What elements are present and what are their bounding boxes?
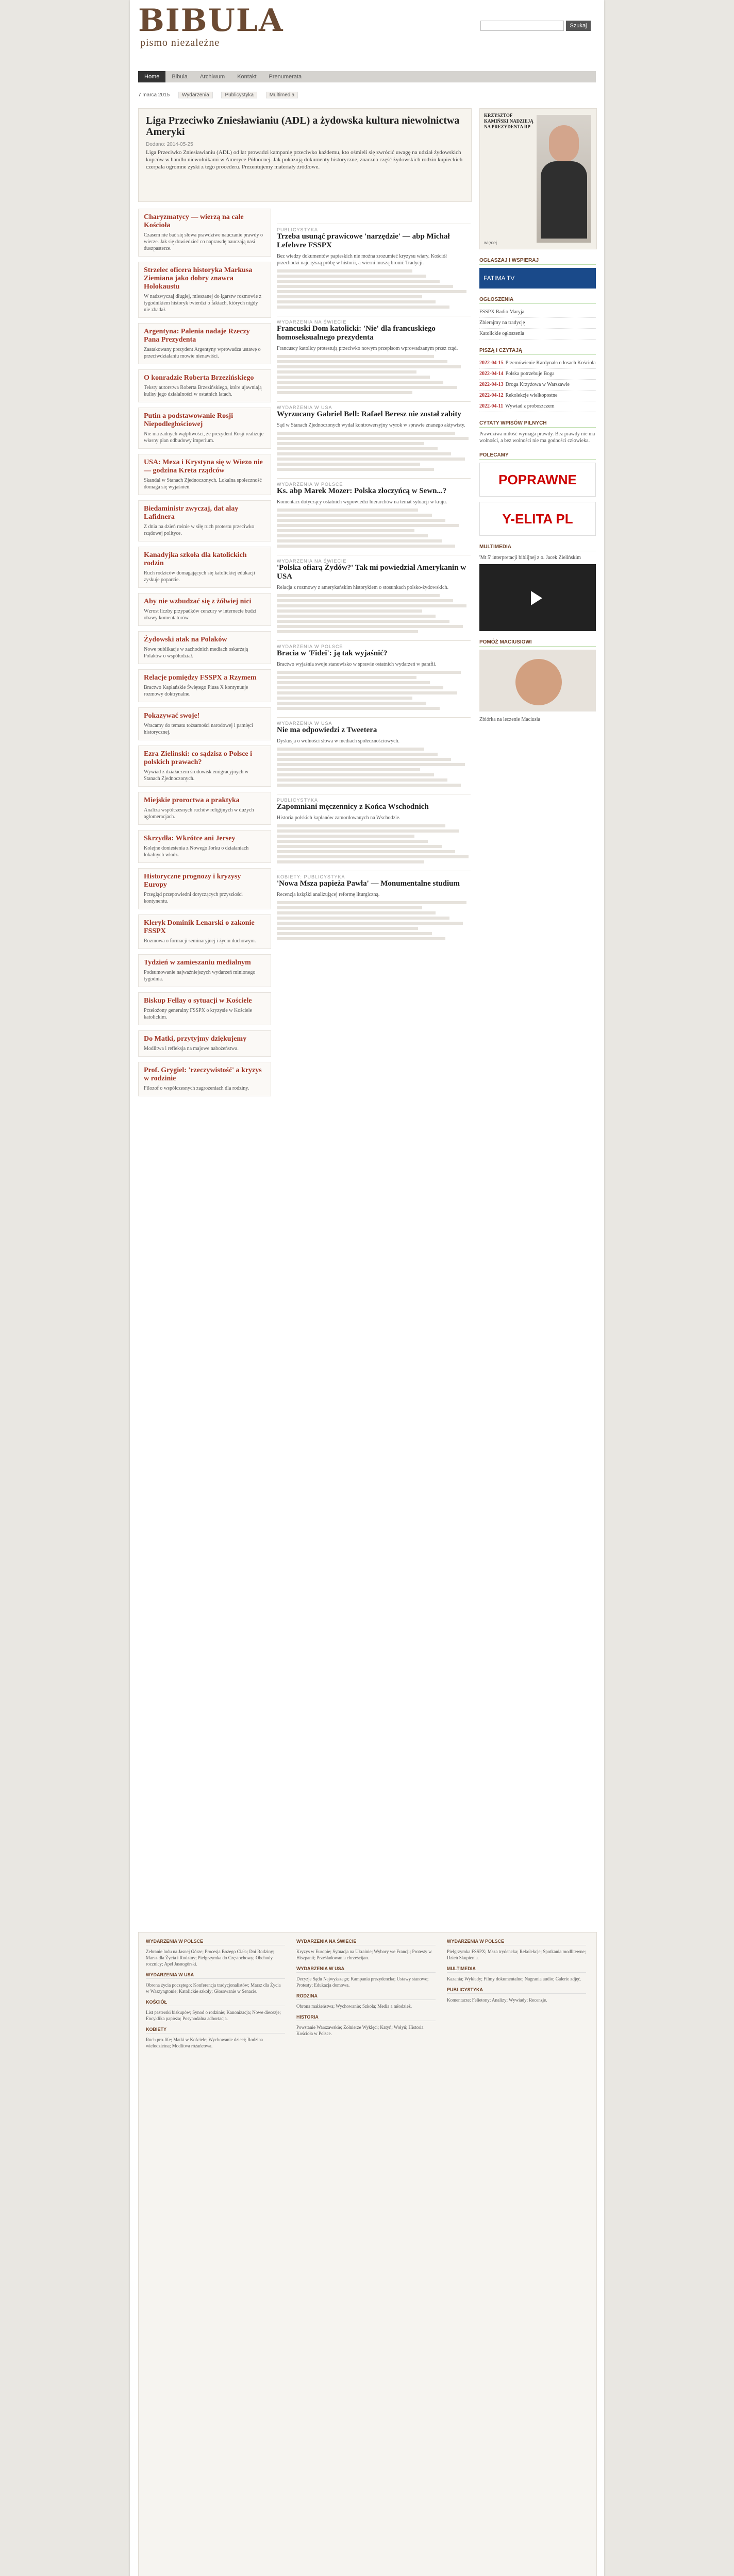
footer-heading[interactable]: WYDARZENIA W USA (146, 1972, 285, 1979)
article-excerpt: Skandal w Stanach Zjednoczonych. Lokalna społeczność domaga się wyjaśnień. (144, 478, 262, 490)
text-line (277, 275, 426, 278)
article-card (138, 1030, 271, 1057)
mid-article (277, 224, 471, 309)
footer-links[interactable]: Kazania; Wykłady; Filmy dokumentalne; Nagrania audio; Galerie zdjęć. (447, 1976, 581, 1981)
article-excerpt: Recenzja książki analizującej reformę liturgiczną. (277, 892, 380, 897)
footer-links[interactable]: Zebranie ludu na Jasnej Górze; Procesja Bożego Ciała; Dni Rodziny; Marsz dla Życia i Rodziny; Pielgrzymka do Częstochowy; Obchody rocznicy; Apel Jasnogórski. (146, 1949, 275, 1967)
article-title[interactable]: USA: Mexa i Krystyna się w Wiezo nie — godzina Kreta rządców (144, 459, 263, 474)
footer-links[interactable]: Pielgrzymka FSSPX; Msza trydencka; Rekolekcje; Spotkania modlitewne; Dzień Skupienia. (447, 1949, 586, 1960)
banner-yelita[interactable]: Y-ELITA PL (479, 502, 596, 536)
featured-meta: Dodano: 2014-05-25 (146, 142, 193, 147)
article-card (138, 500, 271, 541)
recent-title[interactable]: Rekolekcje wielkopostne (505, 393, 558, 398)
footer-links[interactable]: Komentarze; Felietony; Analizy; Wywiady; Recenzje. (447, 1997, 547, 2003)
article-category[interactable]: WYDARZENIA W POLSCE (277, 640, 471, 649)
article-title[interactable]: Relacje pomiędzy FSSPX a Rzymem (144, 674, 257, 682)
text-line (277, 463, 420, 466)
text-line (277, 391, 412, 394)
play-icon[interactable] (531, 591, 542, 605)
article-excerpt: Nie ma żadnych wątpliwości, że prezydent Rosji realizuje własny plan odbudowy imperium. (144, 431, 264, 444)
article-card (138, 1062, 271, 1096)
widget-help (479, 639, 596, 722)
recent-title[interactable]: Wywiad z proboszczem (505, 403, 555, 409)
article-excerpt: Komentarz dotyczący ostatnich wypowiedzi hierarchów na temat sytuacji w kraju. (277, 499, 447, 505)
text-line (277, 625, 463, 628)
article-card (138, 992, 271, 1025)
text-line (277, 917, 449, 920)
widget-title: MULTIMEDIA (479, 544, 596, 551)
article-excerpt: Historia polskich kapłanów zamordowanych na Wschodzie. (277, 815, 401, 821)
article-excerpt: Wracamy do tematu tożsamości narodowej i pamięci historycznej. (144, 723, 253, 735)
recent-item[interactable] (479, 358, 596, 369)
article-excerpt: Z dnia na dzień rośnie w siłę ruch protestu przeciwko rządowej polityce. (144, 524, 255, 536)
text-line (277, 824, 445, 827)
text-line (277, 534, 428, 537)
main-nav (138, 71, 596, 82)
text-line (277, 437, 469, 440)
text-line (277, 748, 424, 751)
article-excerpt: Bez wiedzy dokumentów papieskich nie można zrozumieć kryzysu wiary. Kościół przechodzi najcięższą próbę w historii, a wierni muszą bronić Tradycji. (277, 253, 447, 266)
article-excerpt: Analiza współczesnych ruchów religijnych w dużych aglomeracjach. (144, 807, 254, 820)
article-title[interactable]: Skrzydła: Wkrótce ani Jersey (144, 835, 236, 842)
widget-multimedia (479, 544, 596, 631)
middle-column (277, 216, 471, 942)
text-line (277, 604, 466, 607)
text-line (277, 306, 449, 309)
article-card (138, 792, 271, 825)
recent-date: 2022-04-13 (479, 382, 504, 387)
text-line (277, 753, 438, 756)
band-tag[interactable]: Publicystyka (221, 92, 257, 98)
text-line (277, 457, 465, 461)
text-line (277, 860, 424, 863)
recent-date: 2022-04-12 (479, 393, 504, 398)
text-line (277, 360, 447, 363)
article-excerpt: Francuscy katolicy protestują przeciwko nowym przepisom wprowadzanym przez rząd. (277, 346, 458, 351)
mid-article (277, 316, 471, 394)
text-line (277, 784, 461, 787)
text-line (277, 620, 449, 623)
article-card (138, 454, 271, 495)
band-tag[interactable]: Multimedia (266, 92, 298, 98)
text-line (277, 937, 445, 940)
site-tagline: pismo niezależne (140, 37, 220, 48)
text-line (277, 702, 426, 705)
article-excerpt: Rozmowa o formacji seminaryjnej i życiu duchowym. (144, 938, 256, 944)
mid-article (277, 717, 471, 787)
footer-heading[interactable]: WYDARZENIA W USA (296, 1966, 436, 1973)
text-line (277, 850, 455, 853)
text-line (277, 447, 438, 450)
article-excerpt: Ruch rodziców domagających się katolickiej edukacji zyskuje poparcie. (144, 570, 255, 583)
article-title[interactable]: Kleryk Dominik Lenarski o zakonie FSSPX (144, 919, 255, 935)
mid-article (277, 555, 471, 633)
recent-item[interactable] (479, 391, 596, 401)
footer-col-3 (447, 1939, 586, 2008)
search-input[interactable] (480, 21, 564, 31)
article-excerpt: Kolejne doniesienia z Nowego Jorku o działaniach lokalnych władz. (144, 845, 249, 858)
recent-item[interactable] (479, 401, 596, 412)
help-text: Zbiórka na leczenie Maciusia (479, 717, 540, 722)
text-line (277, 906, 422, 909)
widget-title: PISZĄ I CZYTAJĄ (479, 348, 596, 355)
footer-links[interactable]: Ruch pro-life; Matki w Kościele; Wychowanie dzieci; Rodzina wielodzietna; Modlitwa różańcowa. (146, 2037, 263, 2048)
text-line (277, 927, 418, 930)
article-title[interactable]: Nie ma odpowiedzi z Tweetera (277, 726, 377, 734)
footer-col-2 (296, 1939, 436, 2042)
article-category[interactable]: PUBLICYSTYKA (277, 794, 471, 803)
portrait-caption[interactable]: KRZYSZTOF KAMIŃSKI NADZIEJĄ NA PREZYDENTA RP (484, 113, 533, 129)
recent-title[interactable]: Przemówienie Kardynała o losach Kościoła (505, 360, 596, 366)
article-title[interactable]: Prof. Grygiel: 'rzeczywistość' a kryzys w rodzinie (144, 1066, 262, 1082)
band-tag[interactable]: Wydarzenia (178, 92, 213, 98)
text-line (277, 778, 447, 782)
topic-band (138, 92, 596, 101)
portrait-photo (537, 115, 591, 243)
text-line (277, 681, 430, 684)
text-line (277, 442, 424, 445)
text-line (277, 280, 440, 283)
article-excerpt: Wzrost liczby przypadków cenzury w internecie budzi obawy komentatorów. (144, 608, 257, 621)
text-line (277, 835, 414, 838)
article-title[interactable]: Biedaministr zwyczaj, dat alay Lafidnera (144, 505, 239, 521)
footer-heading[interactable]: WYDARZENIA W POLSCE (146, 1939, 285, 1945)
recent-date: 2022-04-15 (479, 360, 504, 366)
article-category[interactable]: WYDARZENIA W USA (277, 401, 471, 410)
footer-heading[interactable]: KOŚCIÓŁ (146, 1999, 285, 2006)
footer-links[interactable]: Obrona małżeństwa; Wychowanie; Szkoła; Media a młodzież. (296, 2004, 412, 2009)
left-column (138, 209, 271, 1101)
band-date: 7 marca 2015 (138, 92, 170, 98)
footer-heading[interactable]: PUBLICYSTYKA (447, 1987, 586, 1994)
mid-article (277, 794, 471, 863)
article-card (138, 954, 271, 987)
article-excerpt: Podsumowanie najważniejszych wydarzeń minionego tygodnia. (144, 970, 256, 982)
text-line (277, 691, 457, 694)
article-card (138, 914, 271, 949)
article-card (138, 669, 271, 702)
mid-article (277, 478, 471, 548)
footer-links[interactable]: Powstanie Warszawskie; Żołnierze Wyklęci; Katyń; Wołyń; Historia Kościoła w Polsce. (296, 2025, 424, 2036)
footer-heading[interactable]: WYDARZENIA NA ŚWIECIE (296, 1939, 436, 1945)
article-excerpt: W nadzwyczaj długiej, mieszanej do łgarstw rozmowie z tygodnikiem historyk twierdzi o faktach, których nigdy nie zbadał. (144, 294, 262, 313)
article-title[interactable]: Wyrzucany Gabriel Bell: Rafael Beresz nie został zabity (277, 410, 461, 418)
portrait-box (479, 108, 597, 249)
text-line (277, 768, 420, 771)
footer-heading[interactable]: MULTIMEDIA (447, 1966, 586, 1973)
article-title[interactable]: Tydzień w zamieszaniu medialnym (144, 959, 251, 967)
article-excerpt: Przegląd przepowiedni dotyczących przyszłości kontynentu. (144, 892, 243, 904)
widget-announcements (479, 297, 596, 340)
article-category[interactable]: PUBLICYSTYKA (277, 224, 471, 232)
article-title[interactable]: Zapomniani męczennicy z Końca Wschodnich (277, 803, 429, 811)
article-card (138, 547, 271, 588)
text-line (277, 376, 430, 379)
announcement-item[interactable]: Zbierajmy na tradycję (479, 318, 596, 329)
text-line (277, 452, 451, 455)
article-excerpt: Czasem nie bać się słowa prawdziwe nauczanie prawdy o wierze. Jak się dowiedzieć co naprawdę nauczają nasi duszpasterze. (144, 232, 263, 251)
site-logo[interactable]: BIBULA (138, 3, 284, 39)
footer-heading[interactable]: HISTORIA (296, 2014, 436, 2021)
widget-recommend (479, 452, 596, 536)
text-line (277, 539, 442, 543)
text-line (277, 911, 436, 914)
text-line (277, 365, 461, 368)
text-line (277, 845, 442, 848)
announcement-item[interactable]: Katolickie ogłoszenia (479, 329, 596, 340)
nav-item-prenumerata[interactable]: Prenumerata (269, 74, 302, 80)
widget-title: OGŁASZAJ I WSPIERAJ (479, 258, 596, 265)
video-player[interactable] (479, 564, 596, 631)
text-line (277, 269, 412, 273)
text-line (277, 676, 416, 679)
search-button[interactable]: Szukaj (566, 21, 591, 31)
article-title[interactable]: Strzelec oficera historyka Markusa Ziemiana jako dobry znawca Holokaustu (144, 266, 253, 291)
text-line (277, 355, 434, 358)
widget-title: OGŁOSZENIA (479, 297, 596, 304)
fatima-tv-banner[interactable]: FATIMA TV (479, 268, 596, 289)
recent-date: 2022-04-14 (479, 371, 504, 377)
article-title[interactable]: Ks. abp Marek Mozer: Polska złoczyńcą w Sewn...? (277, 487, 447, 495)
text-line (277, 514, 432, 517)
recent-item[interactable] (479, 380, 596, 391)
text-line (277, 840, 428, 843)
article-title[interactable]: Ezra Zielinski: co sądzisz o Polsce i polskich prawach? (144, 750, 252, 766)
text-line (277, 932, 432, 935)
text-line (277, 763, 465, 766)
page (130, 0, 604, 2576)
banner-poprawne[interactable]: POPRAWNE (479, 463, 596, 497)
article-title[interactable]: Biskup Fellay o sytuacji w Kościele (144, 997, 252, 1005)
text-line (277, 432, 455, 435)
mid-article (277, 871, 471, 940)
article-card (138, 262, 271, 318)
article-excerpt: Zaatakowany prezydent Argentyny wprowadza ustawę o przeciwdziałaniu mowie nienawiści. (144, 347, 261, 359)
article-card (138, 631, 271, 664)
text-line (277, 615, 436, 618)
recent-date: 2022-04-11 (479, 403, 504, 409)
article-title[interactable]: Pokazywać swoje! (144, 712, 200, 720)
widget-title: POLECAMY (479, 452, 596, 460)
footer-heading[interactable]: RODZINA (296, 1993, 436, 2000)
footer-links[interactable]: List pasterski biskupów; Synod o rodzinie; Kanonizacja; Nowe diecezje; Encyklika papieża; Posynodalna adhortacja. (146, 2010, 281, 2021)
mid-article (277, 640, 471, 710)
text-line (277, 468, 434, 471)
article-title[interactable]: Charyzmatycy — wierzą na całe Kościoła (144, 213, 244, 229)
article-category[interactable]: WYDARZENIA W POLSCE (277, 478, 471, 487)
article-category[interactable]: WYDARZENIA W USA (277, 717, 471, 726)
text-line (277, 295, 422, 298)
announcement-item[interactable]: FSSPX Radio Maryja (479, 307, 596, 318)
featured-title[interactable]: Liga Przeciwko Zniesławianiu (ADL) a żydowska kultura niewolnictwa Ameryki (146, 115, 460, 138)
article-category[interactable]: KOBIETY: PUBLICYSTYKA (277, 871, 471, 879)
article-card (138, 868, 271, 909)
recent-title[interactable]: Droga Krzyżowa w Warszawie (505, 382, 570, 387)
text-line (277, 707, 440, 710)
text-line (277, 922, 463, 925)
article-title[interactable]: Miejskie proroctwa a praktyka (144, 796, 240, 804)
article-excerpt: Sąd w Stanach Zjednoczonych wydał kontrowersyjny wyrok w sprawie znanego aktywisty. (277, 422, 465, 428)
widget-recent (479, 348, 596, 412)
article-excerpt: Bractwo wyjaśnia swoje stanowisko w sprawie ostatnich wydarzeń w parafii. (277, 662, 437, 667)
article-card (138, 745, 271, 787)
article-excerpt: Teksty autorstwa Roberta Brzezińskiego, które ujawniają kulisy jego działalności w ostatnich latach. (144, 385, 262, 397)
text-line (277, 599, 453, 602)
article-title[interactable]: Bracia w 'Fidei': ją tak wyjaśnić? (277, 649, 388, 657)
text-line (277, 370, 416, 374)
footer-links[interactable]: Obrona życia poczętego; Konferencja tradycjonalistów; Marsz dla Życia w Waszyngtonie; Katolickie szkoły; Głosowanie w Senacie. (146, 1982, 281, 1994)
multimedia-caption: 'Mt 5' interpretacji biblijnej z o. Jacek Zielińskim (479, 555, 581, 561)
article-excerpt: Bractwo Kapłańskie Świętego Piusa X kontynuuje rozmowy doktrynalne. (144, 685, 248, 697)
portrait-label[interactable]: więcej (484, 240, 497, 245)
article-category[interactable]: WYDARZENIA NA ŚWIECIE (277, 555, 471, 564)
widget-title: CYTATY WPISÓW PILNYCH (479, 420, 596, 428)
article-card (138, 593, 271, 626)
article-title[interactable]: Kanadyjka szkoła dla katolickich rodzin (144, 551, 247, 567)
text-line (277, 300, 436, 303)
widget-quotes (479, 420, 596, 444)
footer-links[interactable]: Decyzje Sądu Najwyższego; Kampania prezydencka; Ustawy stanowe; Protesty; Edukacja domowa. (296, 1976, 429, 1988)
footer-links[interactable]: Kryzys w Europie; Sytuacja na Ukrainie; Wybory we Francji; Protesty w Hiszpanii; Prześladowania chrześcijan. (296, 1949, 432, 1960)
article-title[interactable]: 'Polska ofiarą Żydów?' Tak mi powiedział Amerykanin w USA (277, 564, 466, 581)
footer-heading[interactable]: KOBIETY (146, 2027, 285, 2033)
article-card (138, 707, 271, 740)
article-excerpt: Modlitwa i refleksja na majowe nabożeństwa. (144, 1046, 239, 1052)
article-title[interactable]: Do Matki, przytyjmy dziękujemy (144, 1035, 247, 1043)
text-line (277, 519, 445, 522)
article-title[interactable]: Historyczne prognozy i kryzysy Europy (144, 873, 241, 889)
article-card (138, 408, 271, 449)
text-line (277, 381, 443, 384)
article-card (138, 323, 271, 364)
nav-item-archiwum[interactable]: Archiwum (199, 74, 225, 80)
article-excerpt: Przełożony generalny FSSPX o kryzysie w Kościele katolickim. (144, 1008, 252, 1020)
text-line (277, 901, 466, 904)
footer-heading[interactable]: WYDARZENIA W POLSCE (447, 1939, 586, 1945)
nav-item-kontakt[interactable]: Kontakt (237, 74, 257, 80)
text-line (277, 671, 461, 674)
text-line (277, 285, 453, 288)
article-title[interactable]: Aby nie wzbudzać się z żółwiej nici (144, 598, 252, 605)
article-title[interactable]: Putin a podstawowanie Rosji Niepodległościowej (144, 412, 233, 428)
article-title[interactable]: Argentyna: Palenia nadaje Rzeczy Pana Prezydenta (144, 328, 250, 344)
recent-title[interactable]: Polska potrzebuje Boga (505, 371, 555, 377)
text-line (277, 545, 455, 548)
article-excerpt: Nowe publikacje w zachodnich mediach oskarżają Polaków o współudział. (144, 647, 248, 659)
text-line (277, 594, 440, 597)
recent-item[interactable] (479, 369, 596, 380)
article-title[interactable]: Trzeba usunąć prawicowe 'narzędzie' — abp Michał Lefebvre FSSPX (277, 232, 450, 249)
article-card (138, 369, 271, 402)
text-line (277, 386, 457, 389)
nav-item-bibula[interactable]: Bibula (172, 74, 188, 80)
text-line (277, 773, 434, 776)
text-line (277, 630, 418, 633)
text-line (277, 524, 459, 527)
text-line (277, 509, 418, 512)
child-photo[interactable] (479, 650, 596, 711)
article-excerpt: Dyskusja o wolności słowa w mediach społecznościowych. (277, 738, 400, 744)
text-line (277, 758, 451, 761)
footer-col-1 (146, 1939, 285, 2054)
article-title[interactable]: Francuski Dom katolicki: 'Nie' dla francuskiego homoseksualnego prezydenta (277, 325, 436, 342)
article-title[interactable]: 'Nowa Msza papieża Pawła' — Monumentalne studium (277, 879, 460, 888)
article-excerpt: Relacja z rozmowy z amerykańskim historykiem o stosunkach polsko-żydowskich. (277, 585, 448, 590)
widget-support (479, 258, 596, 289)
text-line (277, 855, 469, 858)
text-line (277, 697, 412, 700)
article-category[interactable]: WYDARZENIA NA ŚWIECIE (277, 316, 471, 325)
featured-body: Liga Przeciwko Zniesławianiu (ADL) od lat prowadzi kampanię przeciwko każdemu, kto ośmieli się zwrócić uwagę na udział żydowskich kupców w handlu niewolnikami w Ameryce Północnej. Jak pokazują dokumenty historyczne, znaczna część żydowskich rodzin kupieckich czerpała ogromne zyski z tego procederu. Prezentujemy materiały źródłowe. (146, 149, 463, 170)
text-line (277, 686, 443, 689)
article-card (138, 209, 271, 257)
text-line (277, 290, 466, 293)
featured-article (138, 108, 472, 202)
article-title[interactable]: O konradzie Roberta Brzezińskiego (144, 374, 254, 382)
article-title[interactable]: Żydowski atak na Polaków (144, 636, 227, 643)
footer-sitemap (138, 1932, 597, 2576)
quote-text: Prawdziwa miłość wymaga prawdy. Bez prawdy nie ma wolności, a bez wolności nie ma godności człowieka. (479, 431, 595, 444)
mid-article (277, 401, 471, 471)
text-line (277, 829, 459, 833)
article-excerpt: Wywiad z działaczem środowisk emigracyjnych w Stanach Zjednoczonych. (144, 769, 248, 782)
article-excerpt: Filozof o współczesnych zagrożeniach dla rodziny. (144, 1086, 249, 1091)
text-line (277, 529, 414, 532)
text-line (277, 609, 422, 613)
article-card (138, 830, 271, 863)
nav-item-home[interactable]: Home (138, 71, 165, 82)
widget-title: POMÓŻ MACIUSIOWI (479, 639, 596, 647)
right-column (479, 258, 596, 731)
